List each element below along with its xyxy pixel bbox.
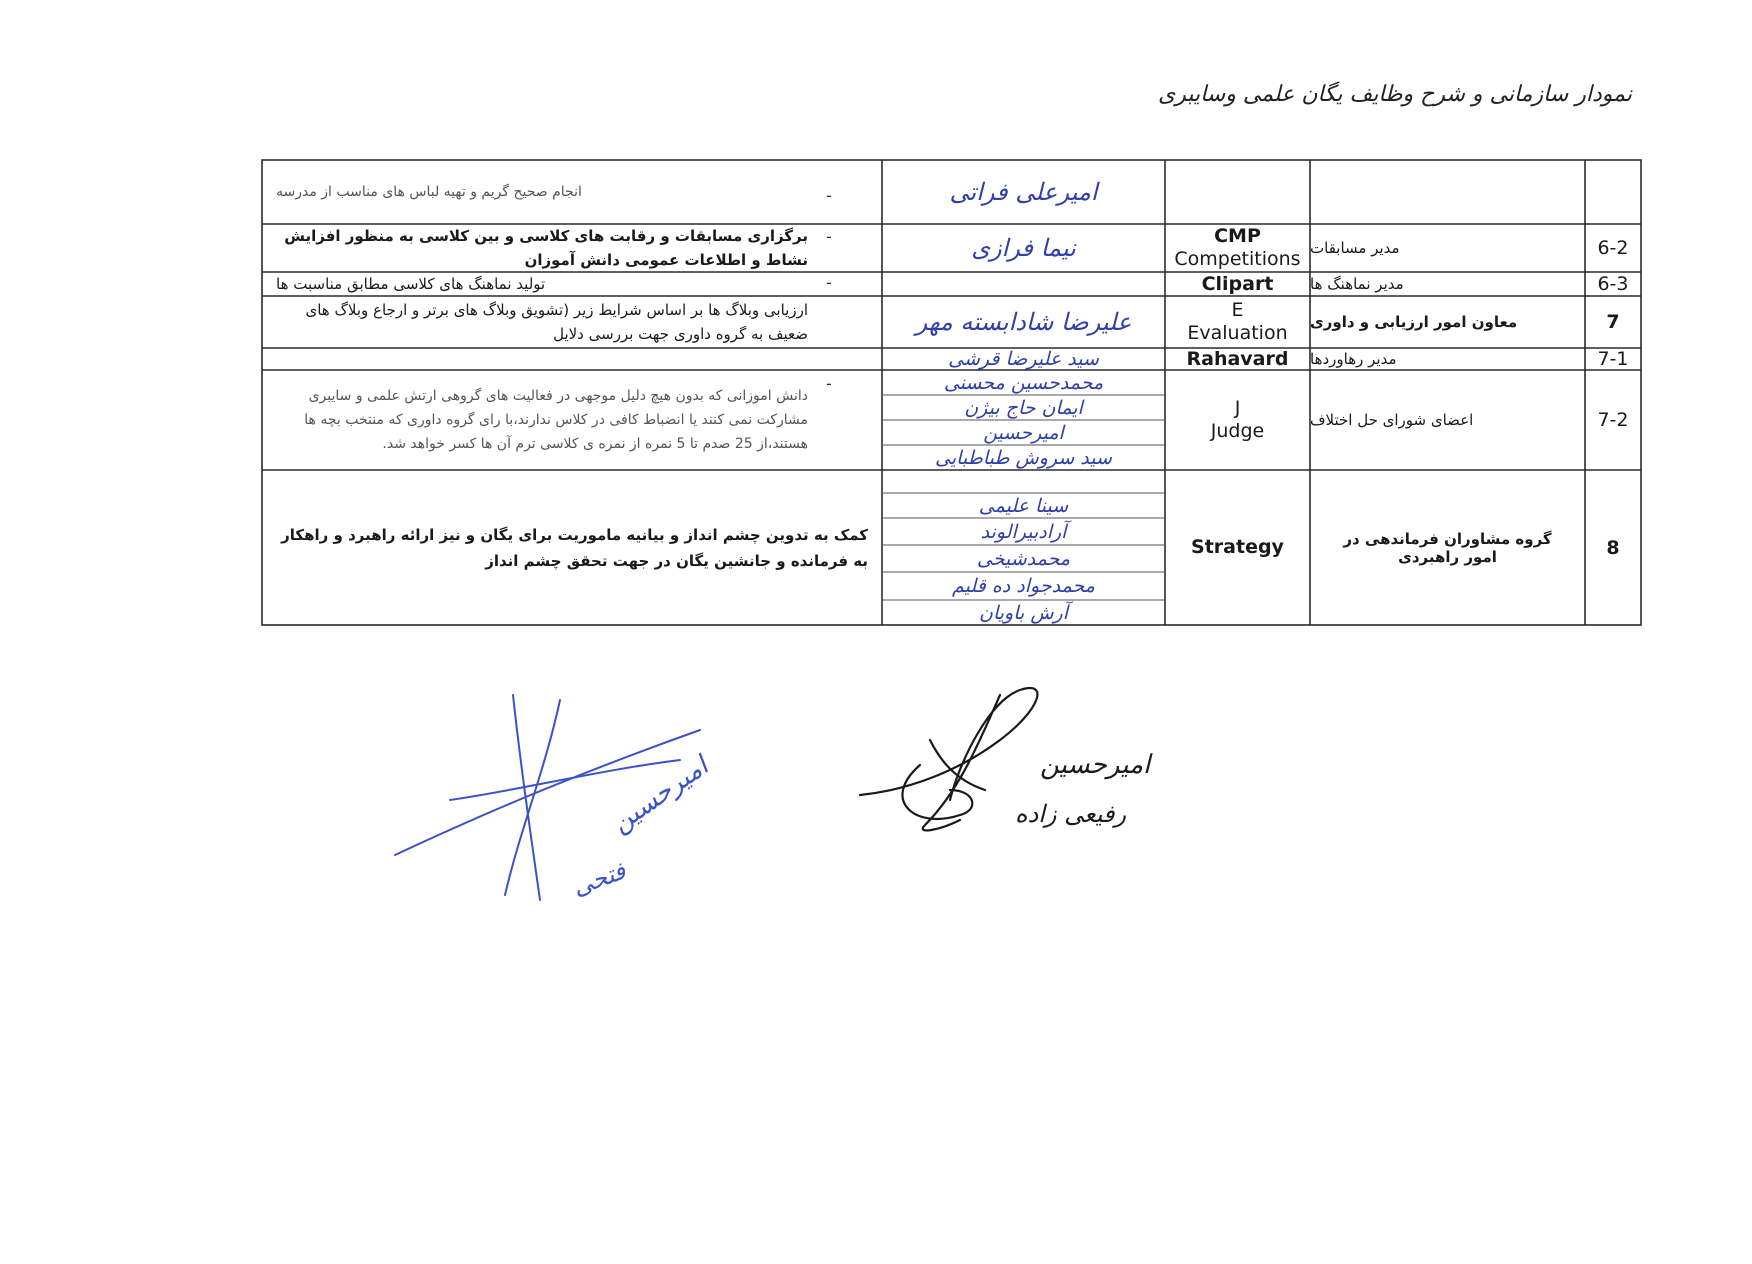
assigned-name: نیما فرازی: [971, 234, 1076, 262]
role-title: گروه مشاوران فرماندهی در امور راهبردی: [1343, 529, 1552, 566]
bullet-dash: -: [826, 374, 832, 393]
assigned-name: آرش باویان: [979, 601, 1068, 624]
assigned-name: ایمان حاج بیژن: [964, 396, 1083, 419]
role-title: مدیر رهاوردها: [1310, 350, 1397, 368]
bullet-dash: -: [826, 273, 832, 292]
assigned-name: امیرحسین: [983, 421, 1064, 444]
code-main: E: [1231, 299, 1244, 321]
row-number: 6-3: [1597, 273, 1629, 295]
assigned-name: سید سروش طباطبایی: [935, 446, 1112, 469]
row-number: 7: [1606, 311, 1620, 333]
duty-cell: دانش اموزانی که بدون هیچ دلیل موجهی در فعالیت های گروهی ارتش علمی و سایبری مشارکت نمی کنند یا انضباط کافی در کلاس ندارند،با رای گروه داوری که منتخب بچه ها هستند،از 25 صدم تا 5 نمره از نمره ی کلاسی ترم آن ها کسر خواهد شد.: [304, 388, 808, 452]
assigned-name: آرادبیرالوند: [980, 520, 1067, 543]
code-main: CMP: [1214, 225, 1261, 247]
left-signature-surname: فتحی: [568, 856, 630, 902]
left-signature-name: امیرحسین: [606, 751, 714, 839]
assigned-name: سینا علیمی: [978, 494, 1069, 517]
code-sub: Evaluation: [1187, 322, 1288, 344]
duty-cell: کمک به تدوین چشم انداز و بیانیه ماموریت برای یگان و نیز ارائه راهبرد و راهکار به فرمانده و جانشین یگان در جهت تحقق چشم انداز: [281, 525, 868, 570]
role-title: معاون امور ارزیابی و داوری: [1310, 313, 1518, 331]
role-title: مدیر مسابقات: [1310, 239, 1400, 257]
row-number: 8: [1606, 536, 1620, 559]
role-title: مدیر نماهنگ ها: [1310, 275, 1404, 293]
assigned-name: محمدحسین محسنی: [943, 371, 1104, 394]
right-signature-surname: رفیعی زاده: [1015, 800, 1127, 828]
row-number: 7-1: [1597, 348, 1629, 370]
code-main: Strategy: [1191, 536, 1284, 558]
bullet-dash: -: [826, 186, 832, 205]
assigned-name: علیرضا شادابسته مهر: [915, 308, 1132, 336]
code-sub: Judge: [1210, 420, 1265, 442]
code-sub: Competitions: [1174, 248, 1301, 270]
duty-cell: انجام صحیح گریم و تهیه لباس های مناسب از مدرسه: [276, 184, 582, 200]
role-title: اعضای شورای حل اختلاف: [1310, 411, 1474, 429]
assigned-name: محمدجواد ده قلیم: [952, 575, 1095, 597]
assigned-name: امیرعلی فراتی: [949, 178, 1098, 206]
right-signature-name: امیرحسین: [1040, 750, 1151, 780]
code-main: Rahavard: [1186, 347, 1289, 370]
code-main: J: [1234, 397, 1241, 419]
assigned-name: محمدشیخی: [976, 547, 1071, 570]
duty-cell: برگزاری مسابقات و رقابت های کلاسی و بین کلاسی به منظور افزایش نشاط و اطلاعات عمومی دانش آموزان: [284, 227, 808, 269]
row-number: 7-2: [1597, 409, 1629, 431]
row-number: 6-2: [1597, 237, 1629, 259]
bullet-dash: -: [826, 227, 832, 246]
duty-cell: تولید نماهنگ های کلاسی مطابق مناسبت ها: [276, 275, 546, 293]
duty-cell: ارزیابی وبلاگ ها بر اساس شرایط زیر (تشویق وبلاگ های برتر و ارجاع وبلاگ های ضعیف به گروه داوری جهت بررسی دلایل: [305, 301, 808, 343]
assigned-name: سید علیرضا قرشی: [948, 348, 1099, 370]
code-main: Clipart: [1201, 272, 1274, 295]
document-title: نمودار سازمانی و شرح وظایف یگان علمی وسایبری: [1157, 82, 1632, 107]
right-signature-stroke: [860, 688, 1037, 830]
